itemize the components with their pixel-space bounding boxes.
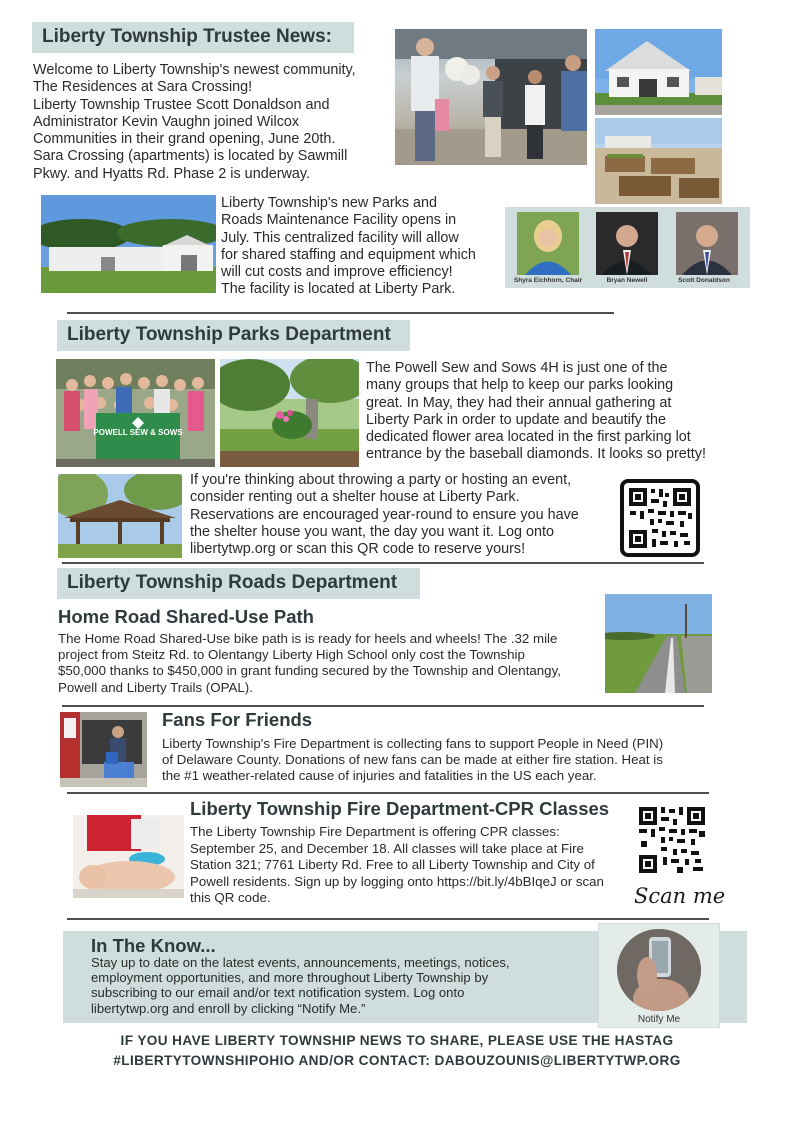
text-line: subscribing to our email and/or text notification system. Log onto	[91, 985, 465, 1001]
grand-opening-photo	[395, 29, 587, 165]
section-divider	[62, 562, 704, 564]
trustee-caption: Scott Donaldson	[678, 277, 730, 284]
text-line: the shelter house you want, the day you want it. Log onto	[190, 523, 555, 540]
shared-use-path-text	[58, 631, 561, 696]
4h-group-photo	[56, 359, 215, 467]
text-line: July. This centralized facility will allow	[221, 229, 459, 246]
text-line: Communities in their grand opening, June 20th.	[33, 131, 336, 148]
flower-garden-photo	[220, 359, 359, 467]
cpr-training-photo	[73, 815, 184, 898]
footer-line: IF YOU HAVE LIBERTY TOWNSHIP NEWS TO SHARE, PLEASE USE THE HASTAG	[120, 1033, 674, 1048]
text-line: September 25, and December 18. All classes will take place at Fire	[190, 840, 584, 856]
text-line: libertytwp.org or scan this QR code to reserve yours!	[190, 541, 526, 558]
parks-heading: Liberty Township Parks Department	[57, 320, 410, 351]
section-divider	[67, 792, 709, 794]
trustee-portrait	[596, 212, 658, 275]
text-line: the #1 weather-related cause of injuries and fatalities in the US each year.	[162, 768, 597, 784]
cpr-classes-title: Liberty Township Fire Department-CPR Classes	[190, 798, 610, 819]
text-line: Powell residents. Sign up by logging onto https://bit.ly/4bBIqeJ or scan	[190, 873, 604, 889]
section-divider	[67, 918, 709, 920]
fans-donation-photo	[60, 712, 147, 787]
trustee-portrait	[676, 212, 738, 275]
text-line: Station 321; 7761 Liberty Rd. Free to all Liberty Township and City of	[190, 857, 595, 873]
footer-line: #LIBERTYTOWNSHIPOHIO AND/OR CONTACT: DABOUZOUNIS@LIBERTYTWP.ORG	[113, 1053, 681, 1068]
section-divider	[62, 705, 704, 707]
garden-beds-photo	[595, 118, 722, 204]
text-line: If you're thinking about throwing a party or hosting an event,	[190, 472, 572, 488]
trustee-caption: Bryan Newell	[606, 277, 648, 284]
trustee-heading: Liberty Township Trustee News:	[32, 22, 354, 53]
text-line: Roads Maintenance Facility opens in	[221, 212, 457, 229]
maintenance-facility-photo	[41, 195, 216, 293]
clubhouse-photo	[595, 29, 722, 115]
text-line: many groups that help to keep our parks looking	[366, 377, 674, 394]
fans-for-friends-text	[162, 736, 663, 785]
facility-text	[221, 195, 476, 299]
text-line: employment opportunities, and more throughout Liberty Township by	[91, 970, 489, 986]
text-line: Liberty Township's new Parks and	[221, 195, 438, 211]
text-line: great. In May, they had their annual gathering at	[366, 394, 672, 411]
roads-heading: Liberty Township Roads Department	[57, 568, 420, 599]
text-line: project from Steitz Rd. to Olentangy Liberty High School only cost the Township	[58, 647, 525, 663]
shelter-house-photo	[58, 474, 182, 558]
in-the-know-title: In The Know...	[91, 935, 216, 956]
text-line: Liberty Park in order to update and beautify the	[366, 411, 666, 428]
text-line: will cut costs and improve efficiency!	[221, 264, 453, 281]
text-line: dedicated flower area located in the first parking lot	[366, 429, 691, 446]
phone-icon	[617, 929, 701, 1011]
section-divider	[67, 312, 614, 314]
notify-me-button[interactable]	[598, 923, 720, 1028]
text-line: this QR code.	[190, 890, 271, 906]
text-line: The Residences at Sara Crossing!	[33, 79, 253, 96]
scan-me-label: Scan me	[634, 884, 726, 908]
shelter-text	[190, 472, 579, 558]
text-line: libertytwp.org and enroll by clicking “Notify Me.”	[91, 1000, 366, 1016]
text-line: Welcome to Liberty Township's newest community,	[33, 62, 356, 78]
text-line: consider renting out a shelter house at Liberty Park.	[190, 489, 520, 506]
cpr-classes-text	[190, 824, 604, 907]
fans-for-friends-title: Fans For Friends	[162, 709, 313, 730]
text-line: The Powell Sew and Sows 4H is just one of the	[366, 360, 668, 376]
notify-me-label: Notify Me	[637, 1014, 681, 1025]
text-line: for shared staffing and equipment which	[221, 246, 476, 263]
text-line: Sara Crossing (apartments) is located by Sawmill	[33, 148, 348, 165]
shared-use-path-title: Home Road Shared-Use Path	[58, 606, 314, 627]
trustee-portrait	[517, 212, 579, 275]
trustee-caption: Shyra Eichhorn, Chair	[513, 277, 583, 284]
text-line: of Delaware County. Donations of new fans can be made at either fire station. Heat is	[162, 752, 663, 768]
cpr-qr-code[interactable]	[637, 805, 707, 875]
shelter-qr-code[interactable]	[620, 479, 700, 557]
sew-and-sows-text	[366, 360, 706, 464]
text-line: Liberty Township Trustee Scott Donaldson and	[33, 96, 330, 113]
text-line: The Home Road Shared-Use bike path is is ready for heels and wheels! The .32 mile	[58, 631, 558, 646]
trustees-panel	[505, 207, 750, 288]
trustee-intro-text	[33, 62, 356, 183]
text-line: Powell and Liberty Trails (OPAL).	[58, 679, 253, 695]
bike-path-photo	[605, 594, 712, 693]
text-line: The Liberty Township Fire Department is offering CPR classes:	[190, 824, 560, 839]
text-line: Stay up to date on the latest events, announcements, meetings, notices,	[91, 955, 510, 970]
4h-banner-label: POWELL SEW & SOWS	[93, 428, 183, 437]
in-the-know-text	[91, 955, 510, 1016]
text-line: entrance by the baseball diamonds. It looks so pretty!	[366, 446, 706, 463]
text-line: The facility is located at Liberty Park.	[221, 281, 456, 298]
text-line: Reservations are encouraged year-round to ensure you have	[190, 506, 579, 523]
text-line: Liberty Township's Fire Department is collecting fans to support People in Need (PIN)	[162, 736, 664, 751]
text-line: $50,000 thanks to $450,000 in grant funding secured by the Township and Olentangy,	[58, 663, 561, 679]
text-line: Pkwy. and Hyatts Rd. Phase 2 is underway.	[33, 165, 311, 182]
text-line: Administrator Kevin Vaughn joined Wilcox	[33, 113, 300, 130]
